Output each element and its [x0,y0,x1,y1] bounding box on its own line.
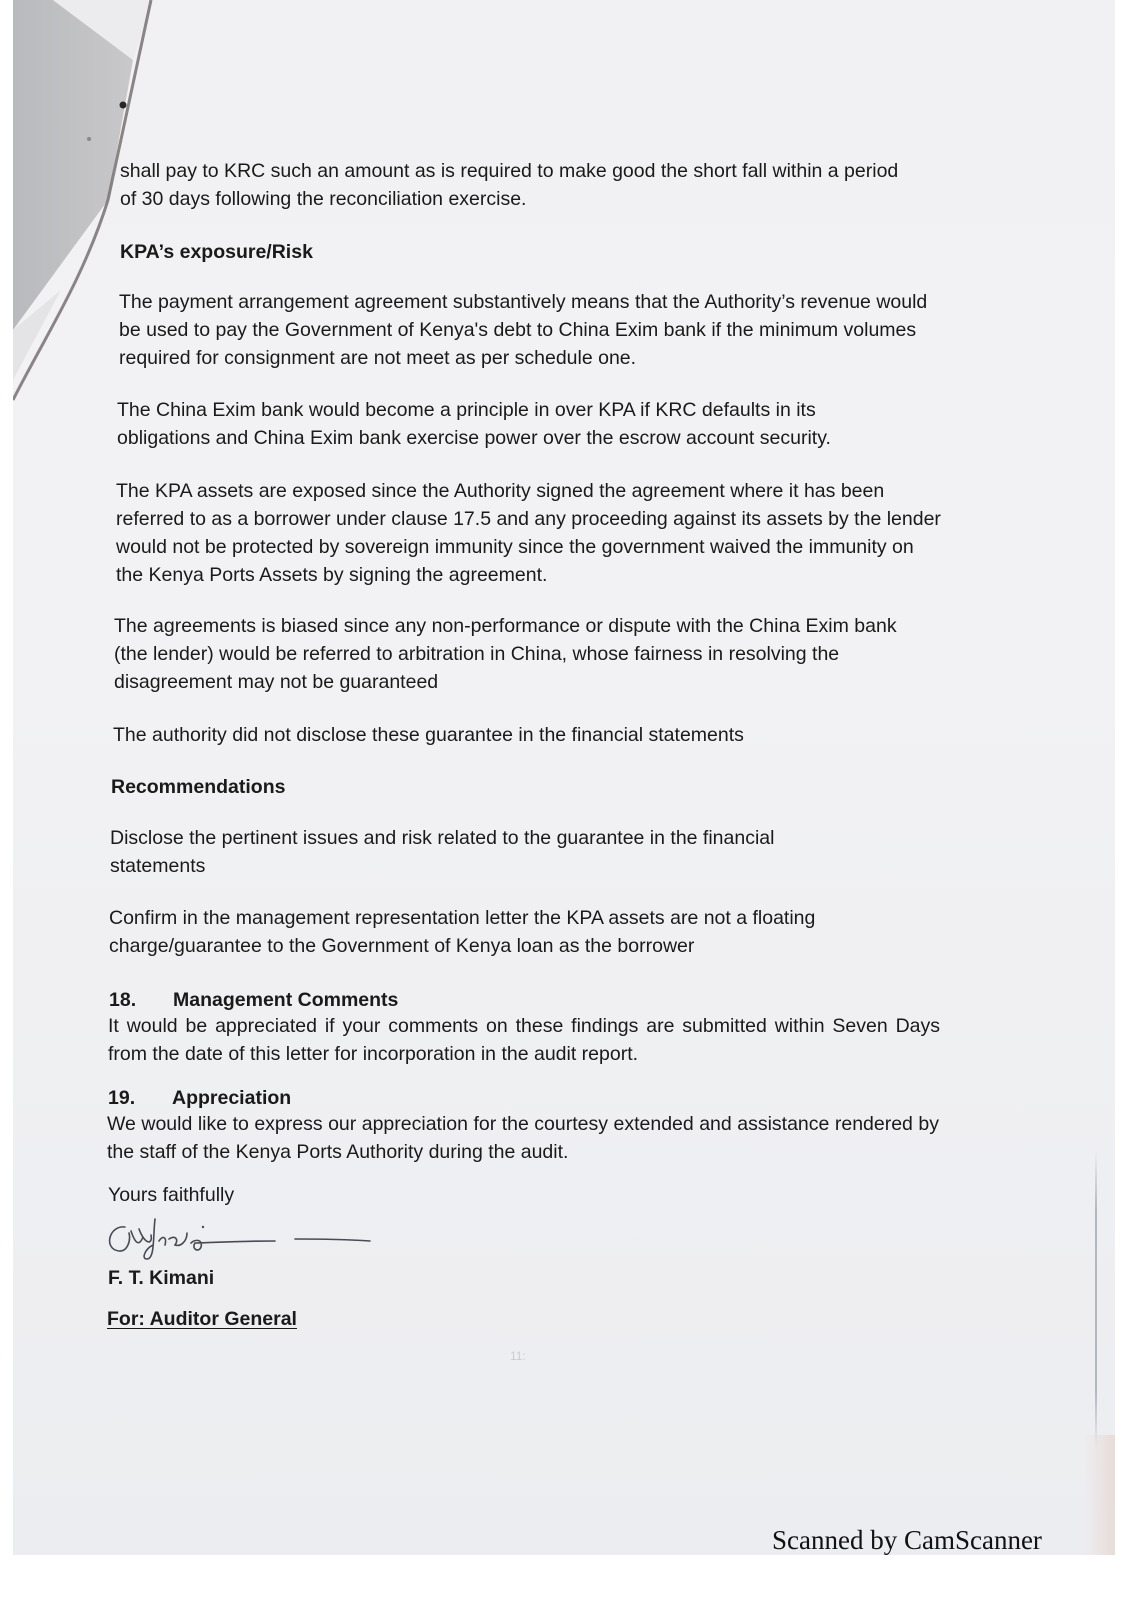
risk-heading: KPA’s exposure/Risk [120,241,313,263]
risk-paragraph-3: The KPA assets are exposed since the Authority signed the agreement where it has been referred to as a borrower under clause 17.5 and any proceeding against its assets by the lender would not be protected by sovereign immunity since the government waived the immunity on the Kenya Ports Assets by signing the agreement. [116,480,941,586]
section-18-body: It would be appreciated if your comments on these findings are submitted within Seven Days from the date of this letter for incorporation in the audit report. [108,1015,940,1065]
section-19-title: Appreciation [172,1087,292,1109]
section-19-number: 19. [108,1087,136,1109]
signatory-role: For: Auditor General [107,1308,297,1330]
handwritten-signature [95,1215,375,1265]
risk-paragraph-4: The agreements is biased since any non-performance or dispute with the China Exim bank (the lender) would be referred to arbitration in China, whose fairness in resolving the disagreement may not be guaranteed [114,615,897,693]
recommendations-heading: Recommendations [111,776,286,798]
risk-paragraph-1: The payment arrangement agreement substantively means that the Authority’s revenue would be used to pay the Government of Kenya's debt to China Exim bank if the minimum volumes required for consignment are not meet as per schedule one. [119,291,928,369]
page-number-mark: 11: [510,1349,526,1363]
risk-paragraph-2: The China Exim bank would become a principle in over KPA if KRC defaults in its obligations and China Exim bank exercise power over the escrow account security. [117,399,831,449]
section-18-heading [109,986,398,1014]
recommendation-2: Confirm in the management representation letter the KPA assets are not a floating charge/guarantee to the Government of Kenya loan as the borrower [109,907,816,957]
camscanner-watermark: Scanned by CamScanner [772,1525,1042,1555]
section-19-heading [108,1084,291,1112]
risk-paragraph-5: The authority did not disclose these guarantee in the financial statements [113,724,744,746]
closing-salutation: Yours faithfully [108,1184,235,1206]
section-18-title: Management Comments [173,989,399,1011]
signatory-name: F. T. Kimani [108,1267,215,1289]
section-18-number: 18. [109,989,137,1011]
section-19-body: We would like to express our appreciation for the courtesy extended and assistance rendered by the staff of the Kenya Ports Authority during the audit. [107,1113,939,1163]
recommendation-1: Disclose the pertinent issues and risk related to the guarantee in the financial statements [110,827,775,877]
intro-paragraph: shall pay to KRC such an amount as is required to make good the short fall within a period of 30 days following the reconciliation exercise. [120,160,899,210]
